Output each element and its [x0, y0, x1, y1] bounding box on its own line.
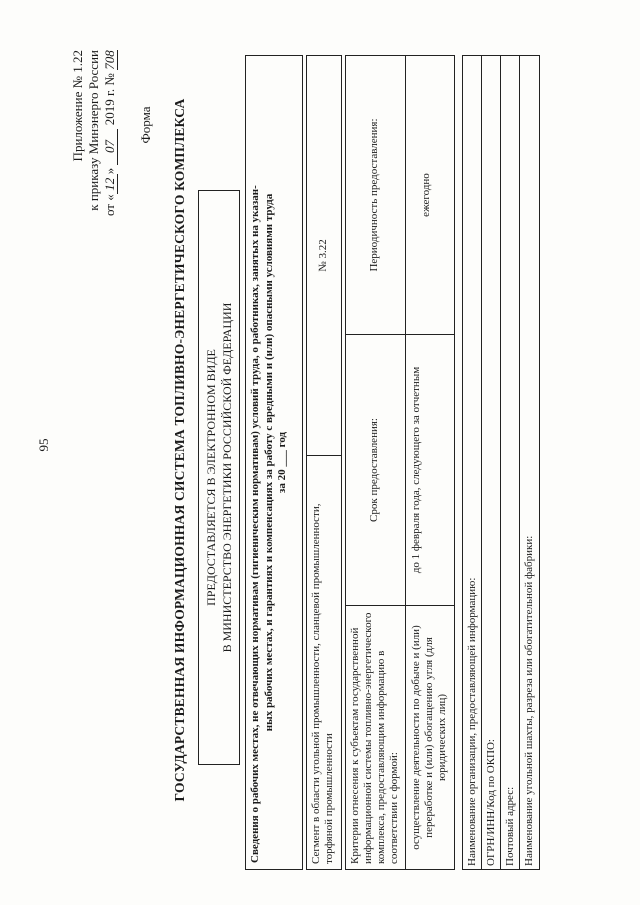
org-name-label: Наименование организации, предоставляющей информацию: [463, 56, 482, 869]
org-address-label: Почтовый адрес: [501, 56, 520, 869]
submission-box [198, 190, 240, 765]
period-column [346, 56, 454, 334]
submission-line-1: ПРЕДОСТАВЛЯЕТСЯ В ЭЛЕКТРОННОМ ВИДЕ [204, 349, 218, 606]
date-prefix: от « [102, 194, 117, 217]
segment-text: Сегмент в области угольной промышленности, сланцевой промышленности, торфяной промышленности [307, 455, 341, 869]
period-header: Периодичность предоставления: [346, 56, 406, 334]
criteria-header: Критерии отнесения к субъектам государственной информационной системы топливно-энергетического комплекса, предоставляющим информацию в соответствии с формой: [346, 606, 406, 869]
summary-line-3: за 20 ___ год [276, 431, 288, 494]
criteria-value: осуществление деятельности по добыче и (или) переработке и (или) обогащению угля (для юридических лиц) [410, 625, 448, 850]
org-ids-label: ОГРН/ИНН/Код по ОКПО: [482, 56, 501, 869]
period-value: ежегодно [420, 173, 432, 217]
deadline-header: Срок предоставления: [346, 335, 406, 605]
order-number: 708 [102, 50, 117, 70]
main-title: ГОСУДАРСТВЕННАЯ ИНФОРМАЦИОННАЯ СИСТЕМА ТОПЛИВНО-ЭНЕРГЕТИЧЕСКОГО КОМПЛЕКСА [172, 98, 187, 802]
segment-code: № 3.22 [317, 239, 329, 272]
appendix-line-1: Приложение № 1.22 [70, 50, 85, 162]
segment-box [306, 55, 342, 870]
page-number: 95 [36, 438, 51, 452]
summary-box [245, 55, 303, 870]
date-day: 12 [102, 174, 118, 194]
deadline-column [346, 334, 454, 605]
appendix-line-2: к приказу Минэнерго России [86, 50, 101, 211]
organization-box [462, 55, 540, 870]
appendix-date-line [102, 50, 118, 265]
summary-line-1: Сведения о рабочих местах, не отвечающих нормативам (гигиеническим нормативам) условий труда, о работниках, занятых на указан- [249, 185, 261, 863]
date-mid1: » [102, 167, 117, 175]
criteria-column [346, 605, 454, 869]
criteria-table [345, 55, 455, 870]
date-month: 07 [102, 129, 118, 165]
deadline-value: до 1 февраля года, следующего за отчетным [410, 366, 422, 574]
form-label: Форма [138, 106, 153, 144]
submission-line-2: В МИНИСТЕРСТВО ЭНЕРГЕТИКИ РОССИЙСКОЙ ФЕДЕРАЦИИ [220, 302, 234, 653]
org-mine-label: Наименование угольной шахты, разреза или обогатительной фабрики: [523, 535, 535, 866]
date-mid2: 2019 г. № [102, 73, 117, 126]
summary-line-2: ных рабочих местах, и гарантиях и компенсациях за работу с вредными и (или) опасными условиями труда [262, 193, 275, 732]
